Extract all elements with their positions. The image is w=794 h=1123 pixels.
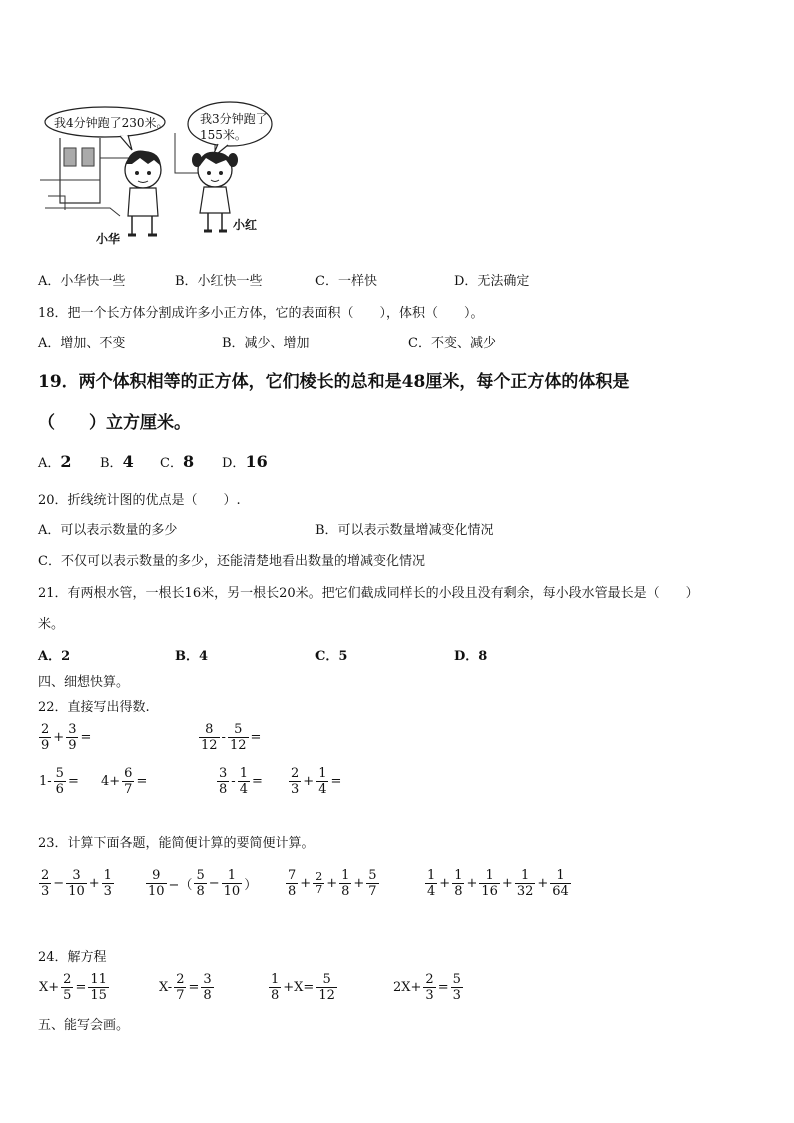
denominator: 10	[68, 884, 85, 899]
operator: +	[439, 876, 451, 891]
numerator: 1	[520, 868, 530, 883]
denominator: 8	[271, 988, 280, 1003]
denominator: 10	[223, 884, 241, 899]
denominator: 32	[516, 884, 534, 899]
numerator: 2	[291, 766, 300, 781]
q22-expr-6	[288, 766, 342, 797]
numerator: 3	[203, 972, 212, 987]
fraction	[451, 972, 463, 1003]
denominator: 8	[341, 884, 350, 899]
fraction	[423, 972, 435, 1003]
denominator: 8	[454, 884, 463, 899]
q24-equation-2	[158, 972, 215, 1003]
q21-option-d[interactable]: D．8	[454, 649, 488, 664]
numerator: 7	[288, 868, 297, 883]
operator: +	[303, 774, 315, 789]
fraction	[222, 868, 243, 899]
q23-expr-2	[145, 868, 258, 899]
operator: +	[466, 876, 478, 891]
q21-stem-line1: 21．有两根水管，一根长16米，另一根长20米。把它们截成同样长的小段且没有剩余，每小段水管最长是（ ）	[38, 586, 699, 601]
denominator: 9	[41, 738, 50, 753]
q22-expr-2	[198, 722, 262, 753]
operator: =	[75, 980, 87, 995]
fraction	[366, 868, 378, 899]
operator: =	[251, 774, 263, 789]
name-label-xiaohua: 小华	[96, 232, 121, 246]
q22-expr-1	[38, 722, 92, 753]
numerator: 1	[239, 766, 248, 781]
fraction	[217, 766, 229, 797]
denominator: 64	[552, 884, 569, 899]
denominator: 8	[196, 884, 205, 899]
numerator: 9	[152, 868, 161, 883]
numerator: 1	[341, 868, 350, 883]
q22-expr-4	[100, 766, 148, 797]
q19-option-a[interactable]: A．2	[38, 452, 72, 471]
q18-option-c[interactable]: C．不变、减少	[408, 336, 496, 351]
fraction	[313, 871, 324, 896]
denominator: 8	[288, 884, 297, 899]
operator: =	[67, 774, 79, 789]
section5-title: 五、能写会画。	[38, 1018, 130, 1033]
numerator: 11	[90, 972, 107, 987]
fraction	[54, 766, 66, 797]
denominator: 7	[124, 782, 133, 797]
numerator: 3	[68, 722, 77, 737]
denominator: 16	[481, 884, 498, 899]
numerator: 1	[556, 868, 565, 883]
denominator: 3	[425, 988, 434, 1003]
denominator: 9	[68, 738, 77, 753]
q21-option-c[interactable]: C．5	[315, 649, 348, 664]
bubble-right-text-line2: 155米。	[200, 128, 247, 142]
numerator: 2	[63, 972, 72, 987]
denominator: 5	[63, 988, 72, 1003]
denominator: 12	[201, 738, 218, 753]
fraction	[339, 868, 351, 899]
bubble-left-text: 我4分钟跑了230米。	[54, 116, 169, 130]
q17-option-d[interactable]: D．无法确定	[454, 274, 530, 289]
operator: -	[231, 774, 236, 789]
operator: −	[208, 876, 220, 891]
denominator: 7	[176, 988, 185, 1003]
section4-title: 四、细想快算。	[38, 675, 130, 690]
fraction	[66, 868, 87, 899]
operator: +	[88, 876, 100, 891]
fraction	[66, 722, 78, 753]
operator: =	[437, 980, 449, 995]
fraction	[316, 972, 337, 1003]
q18-stem: 18．把一个长方体分割成许多小正方体，它的表面积（ ），体积（ ）。	[38, 306, 484, 321]
fraction	[228, 722, 249, 753]
operator: X-	[159, 980, 173, 995]
q24-stem: 24．解方程	[38, 950, 107, 965]
fraction	[550, 868, 571, 899]
numerator: 5	[234, 722, 243, 737]
numerator: 1	[485, 868, 494, 883]
operator: 1-	[39, 774, 52, 789]
fraction	[102, 868, 114, 899]
fraction	[199, 722, 220, 753]
fraction	[269, 972, 281, 1003]
numerator: 3	[219, 766, 228, 781]
operator: =	[80, 730, 92, 745]
q23-expr-1	[38, 868, 115, 899]
numerator: 5	[368, 868, 377, 883]
operator: ）	[244, 878, 258, 893]
q20-stem: 20．折线统计图的优点是（ ）.	[38, 493, 241, 508]
fraction	[146, 868, 167, 899]
denominator: 7	[315, 883, 323, 896]
numerator: 1	[427, 868, 436, 883]
numerator: 5	[452, 972, 461, 987]
q20-option-a[interactable]: A．可以表示数量的多少	[38, 523, 178, 538]
q19-stem-line2: （ ）立方厘米。	[38, 413, 191, 433]
illustration	[40, 98, 280, 246]
fraction	[39, 868, 51, 899]
denominator: 12	[229, 738, 247, 753]
fraction	[479, 868, 500, 899]
denominator: 10	[148, 884, 165, 899]
q24-equation-1	[38, 972, 110, 1003]
fraction	[88, 972, 109, 1003]
numerator: 2	[315, 870, 323, 883]
q19-option-b[interactable]: B．4	[100, 452, 134, 471]
denominator: 3	[41, 884, 50, 899]
fraction	[289, 766, 301, 797]
q17-option-c[interactable]: C．一样快	[315, 274, 377, 289]
numerator: 2	[41, 722, 50, 737]
denominator: 8	[203, 988, 212, 1003]
numerator: 8	[205, 722, 214, 737]
numerator: 5	[322, 972, 331, 987]
q18-option-a[interactable]: A．增加、不变	[38, 336, 126, 351]
fraction	[201, 972, 213, 1003]
fraction	[194, 868, 206, 899]
q20-option-c[interactable]: C．不仅可以表示数量的多少，还能清楚地看出数量的增减变化情况	[38, 554, 425, 569]
q24-equation-3	[268, 972, 338, 1003]
operator: +	[300, 876, 312, 891]
operator: +	[501, 876, 513, 891]
numerator: 5	[196, 868, 205, 883]
numerator: 1	[227, 868, 237, 883]
operator: −（	[168, 878, 193, 893]
fraction	[286, 868, 298, 899]
numerator: 1	[318, 766, 327, 781]
q17-option-a[interactable]: A．小华快一些	[38, 274, 126, 289]
operator: 4+	[101, 774, 121, 789]
q17-option-b[interactable]: B．小红快一些	[175, 274, 263, 289]
operator: +	[353, 876, 365, 891]
numerator: 5	[55, 766, 64, 781]
denominator: 3	[291, 782, 300, 797]
numerator: 2	[425, 972, 434, 987]
fraction	[174, 972, 186, 1003]
denominator: 8	[219, 782, 228, 797]
q23-expr-3	[285, 868, 380, 899]
numerator: 1	[271, 972, 280, 987]
fraction	[122, 766, 134, 797]
q19-option-c[interactable]: C．8	[160, 452, 195, 471]
operator: -	[221, 730, 226, 745]
operator: =	[188, 980, 200, 995]
denominator: 3	[452, 988, 461, 1003]
operator: X+	[39, 980, 60, 995]
q19-option-d[interactable]: D．16	[222, 452, 268, 471]
denominator: 6	[55, 782, 64, 797]
numerator: 3	[72, 868, 81, 883]
fraction	[238, 766, 250, 797]
q22-expr-5	[216, 766, 264, 797]
denominator: 15	[90, 988, 107, 1003]
fraction	[61, 972, 73, 1003]
denominator: 3	[103, 884, 112, 899]
operator: −	[53, 876, 65, 891]
q18-option-b[interactable]: B．减少、增加	[222, 336, 310, 351]
numerator: 1	[454, 868, 463, 883]
q24-equation-4	[392, 972, 464, 1003]
q22-stem: 22．直接写出得数.	[38, 700, 150, 715]
denominator: 4	[427, 884, 436, 899]
q20-option-b[interactable]: B．可以表示数量增减变化情况	[315, 523, 494, 538]
operator: 2X+	[393, 980, 422, 995]
denominator: 7	[368, 884, 377, 899]
q23-stem: 23．计算下面各题，能简便计算的要简便计算。	[38, 836, 315, 851]
fraction	[316, 766, 328, 797]
operator: =	[330, 774, 342, 789]
fraction	[425, 868, 437, 899]
numerator: 6	[124, 766, 133, 781]
q21-option-b[interactable]: B．4	[175, 649, 209, 664]
operator: +	[537, 876, 549, 891]
q19-stem-line1: 19．两个体积相等的正方体，它们棱长的总和是48厘米，每个正方体的体积是	[38, 372, 630, 392]
fraction	[39, 722, 51, 753]
fraction	[515, 868, 536, 899]
numerator: 2	[176, 972, 185, 987]
bubble-right-text-line1: 我3分钟跑了	[200, 112, 268, 126]
name-label-xiaohong: 小红	[233, 218, 258, 232]
operator: +	[53, 730, 65, 745]
denominator: 12	[318, 988, 335, 1003]
operator: +	[326, 876, 338, 891]
denominator: 4	[239, 782, 248, 797]
operator: =	[250, 730, 262, 745]
fraction	[452, 868, 464, 899]
operator: =	[136, 774, 148, 789]
q22-expr-3	[38, 766, 80, 797]
numerator: 1	[103, 868, 112, 883]
denominator: 4	[318, 782, 327, 797]
q21-option-a[interactable]: A．2	[38, 649, 71, 664]
numerator: 2	[41, 868, 50, 883]
q21-stem-line2: 米。	[38, 617, 65, 632]
q23-expr-4	[424, 868, 572, 899]
operator: +X=	[283, 980, 315, 995]
